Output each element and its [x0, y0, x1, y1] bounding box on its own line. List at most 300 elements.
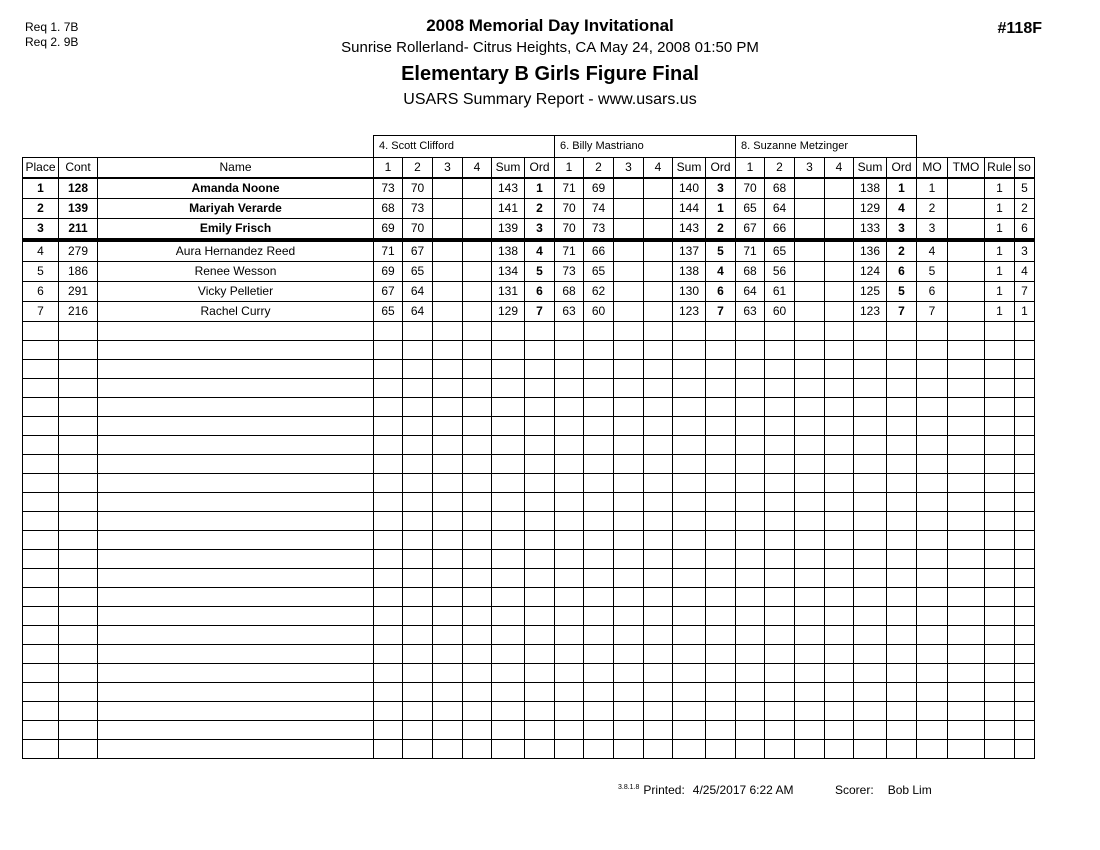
cell-name — [98, 379, 374, 398]
cell-ord — [706, 379, 736, 398]
cell-mo — [917, 740, 948, 759]
cell-tmo — [948, 626, 985, 645]
cell-score — [825, 219, 854, 241]
cell-sum — [492, 379, 525, 398]
cell-score — [374, 683, 403, 702]
cell-place: 6 — [23, 282, 59, 302]
cell-tmo — [948, 379, 985, 398]
cell-score — [433, 702, 463, 721]
cell-score: 65 — [584, 262, 614, 282]
cell-score — [433, 550, 463, 569]
cell-ord — [706, 569, 736, 588]
cell-score — [584, 607, 614, 626]
cell-score — [614, 645, 644, 664]
cell-score — [825, 455, 854, 474]
cell-tmo — [948, 178, 985, 199]
cell-sum — [492, 398, 525, 417]
cell-tmo — [948, 302, 985, 322]
empty-row — [23, 360, 1035, 379]
cell-score — [433, 417, 463, 436]
cell-so — [1015, 721, 1035, 740]
cell-score — [403, 550, 433, 569]
cell-sum — [492, 569, 525, 588]
cell-sum — [673, 607, 706, 626]
cell-score — [463, 219, 492, 241]
cell-ord: 6 — [887, 262, 917, 282]
cell-so — [1015, 531, 1035, 550]
cell-place: 5 — [23, 262, 59, 282]
cell-score — [644, 436, 673, 455]
cell-score — [736, 512, 765, 531]
cell-sum — [492, 322, 525, 341]
cell-score: 70 — [403, 178, 433, 199]
cell-score — [374, 474, 403, 493]
cell-rule: 1 — [985, 302, 1015, 322]
cell-rule — [985, 379, 1015, 398]
cell-score — [555, 645, 584, 664]
cell-sum — [673, 683, 706, 702]
cell-cont — [59, 721, 98, 740]
cell-sum — [492, 455, 525, 474]
cell-score — [433, 474, 463, 493]
cell-ord — [706, 550, 736, 569]
cell-score: 64 — [403, 302, 433, 322]
cell-score — [463, 645, 492, 664]
cell-score — [644, 531, 673, 550]
cell-cont — [59, 512, 98, 531]
empty-row — [23, 702, 1035, 721]
cell-score — [614, 569, 644, 588]
cell-score — [736, 341, 765, 360]
cell-score — [736, 474, 765, 493]
cell-sum — [673, 398, 706, 417]
cell-ord: 1 — [706, 199, 736, 219]
cell-cont — [59, 550, 98, 569]
cell-mo — [917, 664, 948, 683]
header-j2-score1: 1 — [555, 158, 584, 179]
cell-score — [644, 493, 673, 512]
cell-ord — [706, 702, 736, 721]
cell-score — [584, 664, 614, 683]
cell-sum: 125 — [854, 282, 887, 302]
cell-score — [614, 588, 644, 607]
cell-ord — [525, 398, 555, 417]
cell-score — [825, 702, 854, 721]
results-table — [22, 135, 1035, 759]
cell-score — [825, 550, 854, 569]
cell-place — [23, 740, 59, 759]
cell-score — [403, 341, 433, 360]
cell-ord — [887, 645, 917, 664]
cell-score: 67 — [374, 282, 403, 302]
cell-ord: 3 — [706, 178, 736, 199]
cell-cont — [59, 417, 98, 436]
header-j1-ord: Ord — [525, 158, 555, 179]
header-mo: MO — [917, 158, 948, 179]
empty-row — [23, 322, 1035, 341]
cell-score: 73 — [584, 219, 614, 241]
cell-rule — [985, 455, 1015, 474]
cell-tmo — [948, 664, 985, 683]
cell-sum — [673, 569, 706, 588]
cell-score — [433, 607, 463, 626]
cell-score — [825, 178, 854, 199]
cell-score: 70 — [555, 219, 584, 241]
cell-score — [765, 569, 795, 588]
cell-sum: 134 — [492, 262, 525, 282]
cell-score — [403, 360, 433, 379]
cell-ord: 5 — [525, 262, 555, 282]
cell-name: Mariyah Verarde — [98, 199, 374, 219]
empty-row — [23, 550, 1035, 569]
cell-cont: 216 — [59, 302, 98, 322]
cell-score — [403, 531, 433, 550]
cell-score — [614, 240, 644, 262]
cell-so — [1015, 664, 1035, 683]
cell-score — [795, 199, 825, 219]
empty-row — [23, 740, 1035, 759]
cell-cont: 128 — [59, 178, 98, 199]
cell-score — [374, 531, 403, 550]
cell-sum — [492, 702, 525, 721]
cell-mo — [917, 721, 948, 740]
cell-ord — [887, 322, 917, 341]
cell-place — [23, 645, 59, 664]
cell-tmo — [948, 531, 985, 550]
cell-so — [1015, 436, 1035, 455]
header-j2-score2: 2 — [584, 158, 614, 179]
cell-name — [98, 683, 374, 702]
cell-score — [403, 436, 433, 455]
cell-ord — [706, 588, 736, 607]
cell-score: 73 — [403, 199, 433, 219]
cell-mo — [917, 512, 948, 531]
cell-score — [403, 683, 433, 702]
cell-rule: 1 — [985, 219, 1015, 241]
cell-score — [433, 360, 463, 379]
cell-score — [463, 626, 492, 645]
empty-row — [23, 436, 1035, 455]
cell-ord — [525, 322, 555, 341]
cell-score — [736, 664, 765, 683]
cell-so — [1015, 379, 1035, 398]
cell-ord — [887, 341, 917, 360]
cell-mo — [917, 341, 948, 360]
cell-score: 63 — [555, 302, 584, 322]
cell-ord — [706, 436, 736, 455]
cell-score — [614, 664, 644, 683]
cell-ord — [887, 436, 917, 455]
cell-score — [614, 455, 644, 474]
cell-mo — [917, 379, 948, 398]
cell-rule — [985, 493, 1015, 512]
cell-score — [825, 569, 854, 588]
cell-rule — [985, 721, 1015, 740]
cell-score — [825, 379, 854, 398]
cell-mo: 1 — [917, 178, 948, 199]
cell-rule: 1 — [985, 199, 1015, 219]
cell-sum: 123 — [673, 302, 706, 322]
cell-score — [736, 417, 765, 436]
cell-score — [795, 702, 825, 721]
cell-rule — [985, 474, 1015, 493]
cell-score — [765, 436, 795, 455]
cell-score: 69 — [584, 178, 614, 199]
cell-rule: 1 — [985, 282, 1015, 302]
cell-place — [23, 379, 59, 398]
cell-ord — [525, 531, 555, 550]
cell-so — [1015, 626, 1035, 645]
cell-sum: 136 — [854, 240, 887, 262]
cell-cont — [59, 569, 98, 588]
cell-score — [795, 436, 825, 455]
cell-score — [825, 607, 854, 626]
cell-sum: 144 — [673, 199, 706, 219]
cell-so — [1015, 512, 1035, 531]
cell-score — [765, 341, 795, 360]
cell-sum — [492, 531, 525, 550]
cell-sum — [673, 512, 706, 531]
cell-cont — [59, 664, 98, 683]
cell-ord — [706, 455, 736, 474]
cell-so — [1015, 360, 1035, 379]
cell-score — [584, 417, 614, 436]
cell-score — [584, 398, 614, 417]
cell-score: 61 — [765, 282, 795, 302]
cell-place — [23, 322, 59, 341]
cell-rule — [985, 607, 1015, 626]
cell-score — [644, 240, 673, 262]
cell-score — [584, 531, 614, 550]
cell-score — [433, 219, 463, 241]
cell-rule — [985, 322, 1015, 341]
cell-ord — [525, 417, 555, 436]
cell-sum — [492, 740, 525, 759]
cell-ord — [706, 360, 736, 379]
cell-score — [736, 645, 765, 664]
cell-name — [98, 455, 374, 474]
cell-ord: 6 — [706, 282, 736, 302]
cell-tmo — [948, 474, 985, 493]
cell-ord — [887, 360, 917, 379]
result-row — [23, 282, 1035, 302]
cell-score — [765, 417, 795, 436]
cell-cont — [59, 436, 98, 455]
cell-ord — [887, 740, 917, 759]
cell-ord — [525, 379, 555, 398]
cell-score: 64 — [403, 282, 433, 302]
cell-score — [403, 512, 433, 531]
cell-score — [644, 664, 673, 683]
result-row — [23, 219, 1035, 241]
cell-score — [463, 379, 492, 398]
cell-score — [765, 702, 795, 721]
cell-score — [614, 512, 644, 531]
cell-score — [736, 721, 765, 740]
cell-sum — [492, 626, 525, 645]
cell-score — [736, 531, 765, 550]
cell-tmo — [948, 740, 985, 759]
cell-score — [614, 199, 644, 219]
cell-score — [825, 282, 854, 302]
cell-mo — [917, 436, 948, 455]
cell-score — [584, 512, 614, 531]
cell-sum: 143 — [673, 219, 706, 241]
scorer-value: Bob Lim — [887, 783, 932, 797]
cell-score — [736, 702, 765, 721]
cell-cont — [59, 531, 98, 550]
cell-score — [463, 512, 492, 531]
cell-place: 1 — [23, 178, 59, 199]
cell-score — [403, 379, 433, 398]
empty-row — [23, 607, 1035, 626]
cell-score — [463, 531, 492, 550]
cell-sum — [673, 417, 706, 436]
header-j3-score3: 3 — [795, 158, 825, 179]
cell-score — [825, 645, 854, 664]
cell-score — [555, 607, 584, 626]
cell-name: Aura Hernandez Reed — [98, 240, 374, 262]
cell-score — [433, 262, 463, 282]
cell-score — [584, 569, 614, 588]
cell-ord — [525, 474, 555, 493]
cell-score — [644, 360, 673, 379]
cell-score — [765, 588, 795, 607]
cell-score — [555, 721, 584, 740]
cell-name — [98, 417, 374, 436]
cell-sum — [854, 341, 887, 360]
cell-place — [23, 341, 59, 360]
cell-score — [374, 626, 403, 645]
cell-mo: 5 — [917, 262, 948, 282]
cell-score — [555, 664, 584, 683]
cell-score — [463, 664, 492, 683]
cell-score — [825, 398, 854, 417]
cell-sum — [854, 740, 887, 759]
cell-mo — [917, 360, 948, 379]
req-line-1: Req 1. 7B — [25, 20, 79, 34]
cell-place — [23, 436, 59, 455]
cell-score — [584, 493, 614, 512]
cell-mo — [917, 455, 948, 474]
cell-ord: 5 — [887, 282, 917, 302]
cell-score — [614, 531, 644, 550]
cell-name — [98, 569, 374, 588]
cell-score — [644, 282, 673, 302]
cell-sum: 139 — [492, 219, 525, 241]
cell-score — [795, 683, 825, 702]
cell-score: 68 — [374, 199, 403, 219]
cell-score — [463, 199, 492, 219]
cell-score — [614, 360, 644, 379]
cell-ord — [525, 740, 555, 759]
cell-score — [614, 493, 644, 512]
cell-ord: 5 — [706, 240, 736, 262]
cell-score — [403, 398, 433, 417]
cell-ord — [706, 664, 736, 683]
cell-score — [795, 512, 825, 531]
cell-sum — [492, 417, 525, 436]
cell-sum — [854, 474, 887, 493]
header-j3-score2: 2 — [765, 158, 795, 179]
cell-sum — [854, 588, 887, 607]
cell-score — [584, 740, 614, 759]
cell-ord — [887, 398, 917, 417]
cell-score — [795, 721, 825, 740]
cell-score — [433, 740, 463, 759]
cell-score — [795, 398, 825, 417]
cell-ord — [706, 607, 736, 626]
cell-tmo — [948, 455, 985, 474]
cell-score — [795, 379, 825, 398]
cell-score — [555, 474, 584, 493]
cell-tmo — [948, 588, 985, 607]
cell-name — [98, 740, 374, 759]
empty-row — [23, 626, 1035, 645]
cell-sum — [854, 550, 887, 569]
cell-ord — [887, 569, 917, 588]
cell-ord — [887, 512, 917, 531]
cell-name — [98, 398, 374, 417]
cell-ord — [525, 626, 555, 645]
cell-rule — [985, 683, 1015, 702]
cell-name: Amanda Noone — [98, 178, 374, 199]
cell-score — [644, 740, 673, 759]
cell-score: 63 — [736, 302, 765, 322]
cell-so — [1015, 607, 1035, 626]
cell-score — [644, 219, 673, 241]
cell-tmo — [948, 360, 985, 379]
cell-sum — [492, 683, 525, 702]
cell-score — [463, 398, 492, 417]
cell-score: 64 — [765, 199, 795, 219]
cell-ord — [706, 721, 736, 740]
cell-score — [795, 588, 825, 607]
cell-sum: 138 — [492, 240, 525, 262]
cell-score — [555, 322, 584, 341]
cell-name: Vicky Pelletier — [98, 282, 374, 302]
cell-rule — [985, 531, 1015, 550]
cell-score — [374, 360, 403, 379]
empty-row — [23, 474, 1035, 493]
cell-sum — [492, 588, 525, 607]
cell-score — [765, 360, 795, 379]
cell-score — [795, 569, 825, 588]
cell-sum — [492, 436, 525, 455]
cell-score — [795, 645, 825, 664]
cell-score: 69 — [374, 219, 403, 241]
cell-score — [433, 322, 463, 341]
cell-score — [374, 322, 403, 341]
cell-score — [825, 683, 854, 702]
empty-row — [23, 341, 1035, 360]
cell-tmo — [948, 199, 985, 219]
cell-score — [463, 262, 492, 282]
empty-row — [23, 569, 1035, 588]
cell-score: 69 — [374, 262, 403, 282]
cell-score — [433, 240, 463, 262]
cell-mo — [917, 702, 948, 721]
cell-score — [644, 607, 673, 626]
cell-place — [23, 455, 59, 474]
cell-mo — [917, 398, 948, 417]
cell-tmo — [948, 262, 985, 282]
cell-score — [825, 417, 854, 436]
cell-score: 67 — [403, 240, 433, 262]
cell-place — [23, 360, 59, 379]
cell-ord — [525, 569, 555, 588]
cell-tmo — [948, 721, 985, 740]
